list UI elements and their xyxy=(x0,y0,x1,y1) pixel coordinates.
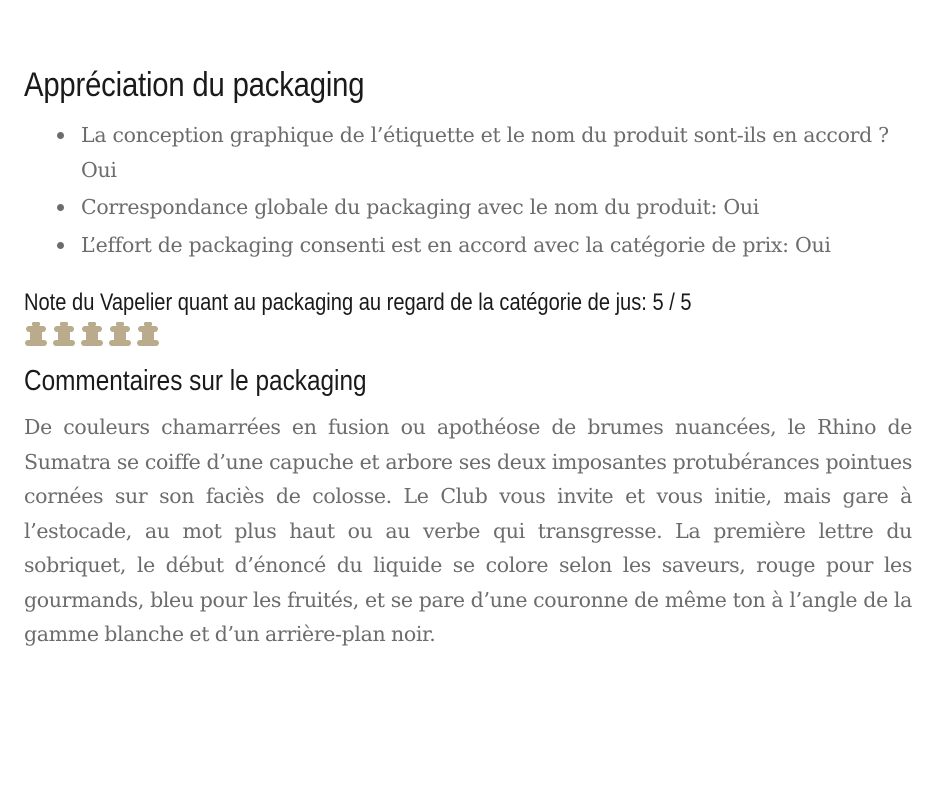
criteria-question: Correspondance globale du packaging avec le nom du produit: xyxy=(81,195,718,219)
section-title-comments: Commentaires sur le packaging xyxy=(24,365,367,397)
criteria-answer: Oui xyxy=(81,157,117,182)
section-title-packaging: Appréciation du packaging xyxy=(24,66,365,104)
criteria-answer: Oui xyxy=(795,232,831,257)
packaging-review xyxy=(24,62,912,652)
criteria-answer: Oui xyxy=(723,195,759,219)
rating-label: Note du Vapelier quant au packaging au regard de la catégorie de jus: xyxy=(24,289,647,316)
vape-atomizer-icon xyxy=(24,321,48,347)
packaging-criteria-list xyxy=(24,118,912,262)
comments-body: De couleurs chamarrées en fusion ou apothéose de brumes nuancées, le Rhino de Sumatra se coiffe d’une capuche et arbore ses deux imposantes protubérances pointues cornées sur son faciès de colosse. Le Club vous invite et vous initie, mais gare à l’estocade, au mot plus haut ou au verbe qui transgresse. La première lettre du sobriquet, le début d’énoncé du liquide se colore selon les saveurs, rouge pour les gourmands, bleu pour les fruités, et se pare d’une couronne de même ton à l’angle de la gamme blanche et d’un arrière-plan noir. xyxy=(24,415,912,646)
rating-score: 5 / 5 xyxy=(652,289,692,316)
criteria-item xyxy=(81,228,912,263)
criteria-question: La conception graphique de l’étiquette et le nom du produit sont-ils en accord ? xyxy=(81,123,889,147)
vape-atomizer-icon xyxy=(52,321,76,347)
criteria-question: L’effort de packaging consenti est en accord avec la catégorie de prix: xyxy=(81,232,789,257)
rating-icons xyxy=(24,320,912,348)
criteria-item xyxy=(81,190,912,225)
vape-atomizer-icon xyxy=(108,321,132,347)
rating-line xyxy=(24,286,752,320)
criteria-item xyxy=(81,118,912,187)
vape-atomizer-icon xyxy=(80,321,104,347)
vape-atomizer-icon xyxy=(136,321,160,347)
